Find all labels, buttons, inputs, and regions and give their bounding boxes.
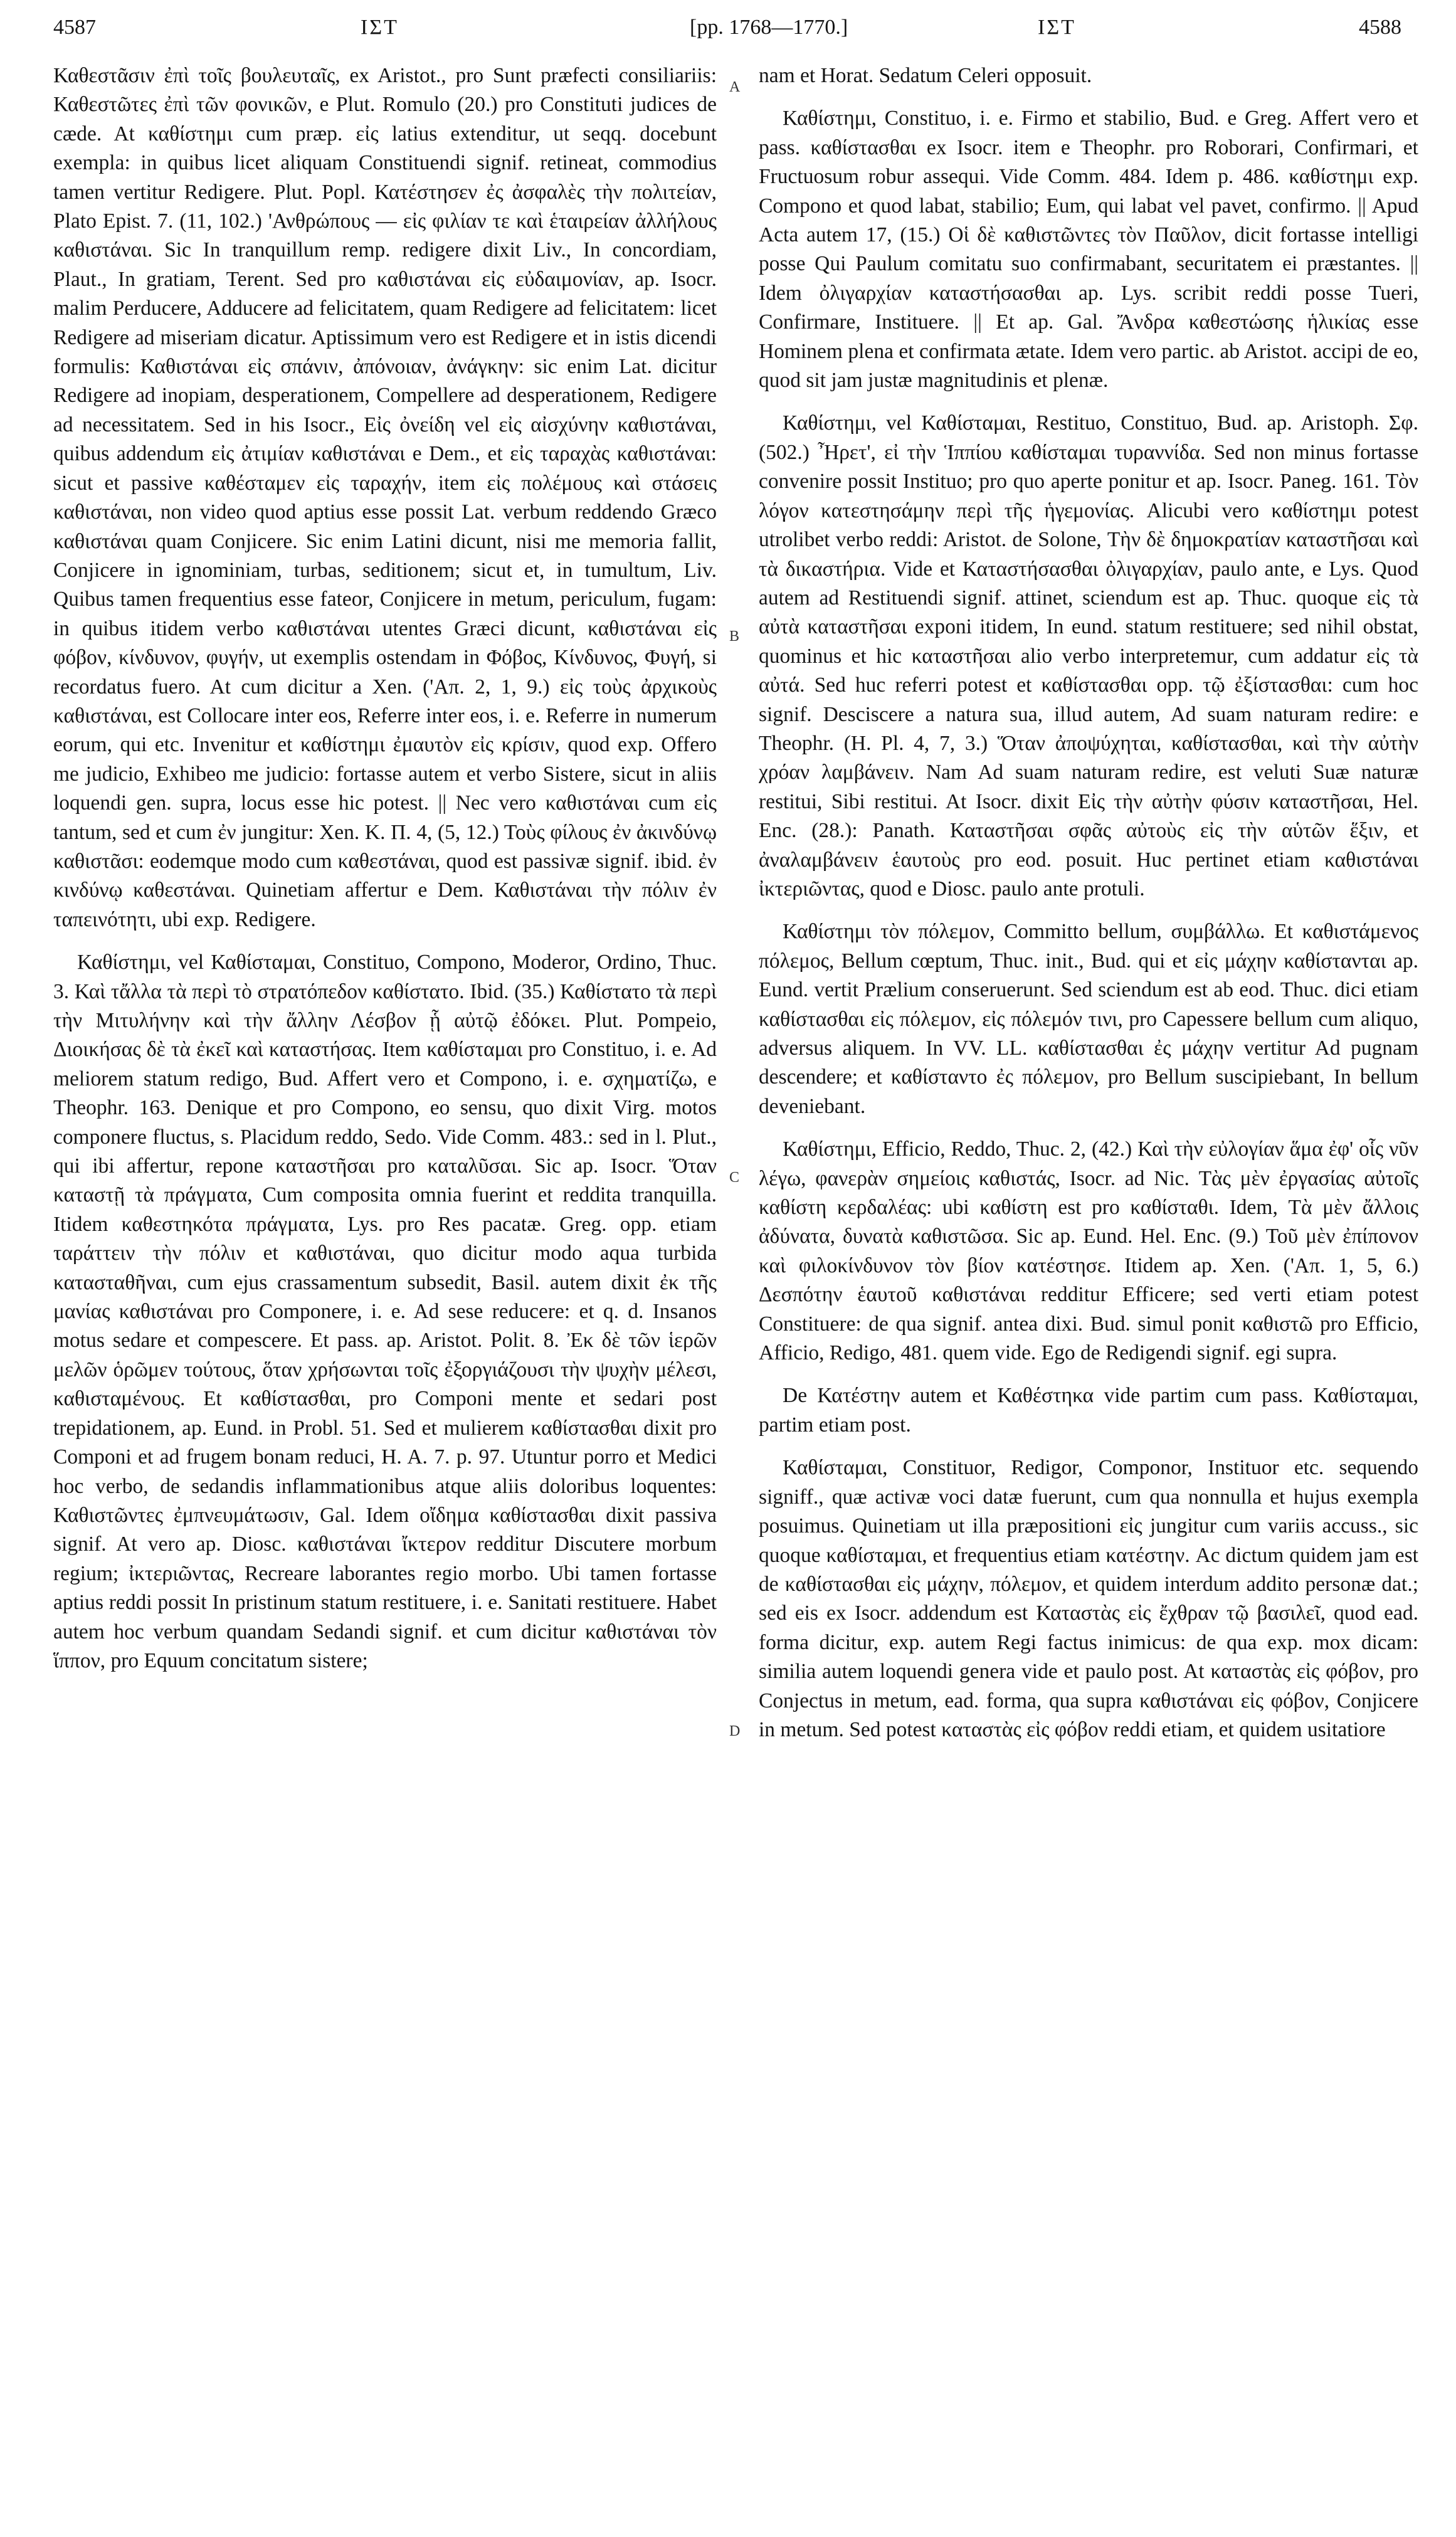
page-range: [pp. 1768—1770.] <box>690 16 848 39</box>
entry-paragraph: Καθίστημι, Efficio, Reddo, Thuc. 2, (42.) Καὶ τὴν εὐλογίαν ἅμα ἐφ' οἷς νῦν λέγω, φανερὰν σημείοις καθιστάς, Isocr. ad Nic. Τὰς μὲν ἐργασίας αὐτοῖς καθίστη κερδαλέας: ubi καθίστη est pro καθίσταθι. Idem, Τὰ μὲν ἄλλοις ἀδύνατα, δυνατὰ καθιστῶσα. Sic ap. Eund. Hel. Enc. (9.) Τοῦ μὲν ἐπίπονον καὶ φιλοκίνδυνον τὸν βίον κατέστησε. Itidem ap. Xen. ('Απ. 1, 5, 6.) Δεσπότην ἑαυτοῦ καθιστάναι redditur Efficere; sed verti etiam potest Constituere: de qua signif. antea dixi. Bud. simul ponit καθιστῶ pro Efficio, Afficio, Redigo, 481. quem vide. Ego de Redigendi signif. egi supra. <box>759 1137 1418 1365</box>
entry-paragraph: De Κατέστην autem et Καθέστηκα vide partim cum pass. Καθίσταμαι, partim etiam post. <box>759 1384 1418 1437</box>
right-column <box>759 61 1418 2510</box>
entry-paragraph: Καθίστημι, vel Καθίσταμαι, Constituo, Compono, Moderor, Ordino, Thuc. 3. Καὶ τἄλλα τὰ περὶ τὸ στρατόπεδον καθίστατο. Ibid. (35.) Καθίστατο τὰ περὶ τὴν Μιτυλήνην καὶ τὴν ἄλλην Λέσβον ᾗ αὐτῷ ἐδόκει. Plut. Pompeio, Διοικήσας δὲ τὰ ἐκεῖ καὶ καταστήσας. Item καθίσταμαι pro Constituo, i. e. Ad meliorem statum redigo, Bud. Affert vero et Compono, i. e. σχηματίζω, e Theophr. 163. Denique et pro Compono, eo sensu, quo dixit Virg. motos componere fluctus, s. Placidum reddo, Sedo. Vide Comm. 483.: sed in l. Plut., qui ibi affertur, repone καταστῆσαι pro καταλῦσαι. Sic ap. Isocr. Ὅταν καταστῇ τὰ πράγματα, Cum composita omnia fuerint et reddita tranquilla. Itidem καθεστηκότα πράγματα, Lys. pro Res pacatæ. Greg. opp. etiam ταράττειν τὴν πόλιν et καθιστάναι, quo dicitur modo aqua turbida κατασταθῆναι, cum ejus crassamentum subsedit, Basil. autem dixit ἐκ τῆς μανίας καθιστάναι pro Componere, i. e. Ad sese reducere: et q. d. Insanos motus sedare et compescere. Et pass. ap. Aristot. Polit. 8. Ἐκ δὲ τῶν ἱερῶν μελῶν ὁρῶμεν τούτους, ὅταν χρήσωνται τοῖς ἐξοργιάζουσι τὴν ψυχὴν μέλεσι, καθισταμένους. Et καθίστασθαι, pro Componi mente et sedari post trepidationem, ap. Eund. in Probl. 51. Sed et mulierem καθίστασθαι dixit pro Componi et ad frugem bonam reduci, H. A. 7. p. 97. Utuntur porro et Medici hoc verbo, de sedandis inflammationibus atque aliis doloribus loquentes: Καθιστῶντες ἐμπνευμάτωσιν, Gal. Idem οἴδημα καθίστασθαι dixit passiva signif. At vero ap. Diosc. καθιστάναι ἴκτερον redditur Discutere morbum regium; ἰκτεριῶντας, Recreare laborantes regio morbo. Ubi tamen fortasse aptius reddi possit In pristinum statum restituere, i. e. Sanitati restituere. Habet autem hoc verbum quandam Sedandi signif. et cum dicitur καθιστάναι τὸν ἵππον, pro Equum concitatum sistere; <box>53 951 717 1672</box>
entry-paragraph: Καθεστᾶσιν ἐπὶ τοῖς βουλευταῖς, ex Aristot., pro Sunt præfecti consiliariis: Καθεστῶτες ἐπὶ τῶν φονικῶν, e Plut. Romulo (20.) pro Constituti judices de cæde. At καθίστημι cum præp. εἰς latius extenditur, ut seqq. docebunt exempla: in quibus licet aliquam Constituendi signif. retineat, commodius tamen vertitur Redigere. Plut. Popl. Κατέστησεν ἐς ἀσφαλὲς τὴν πολιτείαν, Plato Epist. 7. (11, 102.) 'Ανθρώπους — εἰς φιλίαν τε καὶ ἑταιρείαν ἀλλήλους καθιστάναι. Sic In tranquillum remp. redigere dixit Liv., In concordiam, Plaut., In gratiam, Terent. Sed pro καθιστάναι εἰς εὐδαιμονίαν, ap. Isocr. malim Perducere, Adducere ad felicitatem, quam Redigere ad felicitatem: licet Redigere ad miseriam dicatur. Aptissimum vero est Redigere et in istis dicendi formulis: Καθιστάναι εἰς σπάνιν, ἀπόνοιαν, ἀνάγκην: sic enim Lat. dicitur Redigere ad inopiam, desperationem, Compellere ad desperationem, Redigere ad necessitatem. Sed in his Isocr., Εἰς ὀνείδη vel εἰς αἰσχύνην καθιστάναι, quibus addendum εἰς ἀτιμίαν καθιστάναι e Dem., et εἰς ταραχὰς καθιστάναι: sicut et passive καθέσταμεν εἰς ταραχήν, item εἰς πολέμους καὶ στάσεις καθιστάναι, non video quod aptius esse possit Lat. verbum reddendo Græco καθιστάναι quam Conjicere. Sic enim Latini dicunt, nisi me memoria fallit, Conjicere in ignominiam, turbas, seditionem; sicut et, in tumultum, Liv. Quibus tamen frequentius esse fateor, Conjicere in metum, periculum, fugam: in quibus itidem verbo καθιστάναι utentes Græci dicunt, καθιστάναι εἰς φόβον, κίνδυνον, φυγήν, ut exemplis ostendam in Φόβος, Κίνδυνος, Φυγή, si recordatus fuero. At cum dicitur a Xen. ('Απ. 2, 1, 9.) εἰς τοὺς ἀρχικοὺς καθιστάναι, est Collocare inter eos, Referre inter eos, i. e. Referre in numerum eorum, qui etc. Invenitur et καθίστημι ἐμαυτὸν εἰς κρίσιν, quod exp. Offero me judicio, Exhibeo me judicio: fortasse autem et verbo Sistere, sicut in aliis loquendi gen. supra, locus esse hic potest. || Nec vero καθιστάναι cum εἰς tantum, sed et cum ἐν jungitur: Xen. K. Π. 4, (5, 12.) Τοὺς φίλους ἐν ἀκινδύνῳ καθιστᾶσι: eodemque modo cum καθεστάναι, quod est passivæ signif. ibid. ἐν κινδύνῳ καθεστάναι. Quinetiam affertur e Dem. Καθιστάναι τὴν πόλιν ἐν ταπεινότητι, ubi exp. Redigere. <box>53 64 717 931</box>
margin-letter-a: A <box>729 79 741 95</box>
left-headword: ΙΣΤ <box>361 16 399 39</box>
right-column-number: 4588 <box>1359 16 1401 39</box>
page-header <box>53 11 1401 49</box>
entry-paragraph: Καθίστημι, Constituo, i. e. Firmo et stabilio, Bud. e Greg. Affert vero et pass. καθίστασθαι ex Isocr. item e Theophr. pro Roborari, Confirmari, et Fructuosum robur assequi. Vide Comm. 484. Idem p. 486. καθίστημι exp. Compono et quod labat, stabilio; Eum, qui labat vel pavet, confirmo. || Apud Acta autem 17, (15.) Οἱ δὲ καθιστῶντες τὸν Παῦλον, dicit fortasse intelligi posse Qui Paulum comitatu suo confirmabant, securitatem ei præstantes. || Idem ὀλιγαρχίαν καταστήσασθαι ap. Lys. scribit reddi posse Tueri, Confirmare, Instituere. || Et ap. Gal. Ἄνδρα καθεστώσης ἡλικίας esse Hominem plena et confirmata ætate. Idem vero partic. ab Aristot. accipi de eo, quod sit jam justæ magnitudinis et plenæ. <box>759 107 1418 393</box>
left-column <box>53 61 717 2510</box>
entry-paragraph: Καθίστημι τὸν πόλεμον, Committo bellum, συμβάλλω. Et καθιστάμενος πόλεμος, Bellum cœptum, Thuc. init., Bud. qui et εἰς μάχην καθίστανται ap. Eund. vertit Prælium conseruerunt. Sed sciendum est ab eod. Thuc. dici etiam καθίστασθαι εἰς πόλεμον, εἰς πόλεμόν τινι, pro Capessere bellum cum aliquo, adversus aliquem. In VV. LL. καθίστασθαι ἐς μάχην vertitur Ad pugnam descendere; et καθίσταντο ἐς πόλεμον, pro Bellum suscipiebant, In bellum deveniebant. <box>759 920 1418 1118</box>
margin-letter-d: D <box>729 1723 741 1739</box>
entry-paragraph: Καθίστημι, vel Καθίσταμαι, Restituo, Constituo, Bud. ap. Aristoph. Σφ. (502.) Ἦρετ', εἰ τὴν Ἱππίου καθίσταμαι τυραννίδα. Sed non minus fortasse convenire possit Instituo; pro quo aperte ponitur et ap. Isocr. Paneg. 161. Τὸν λόγον κατεστησάμην περὶ τῆς ἡγεμονίας. Alicubi vero καθίστημι potest utrolibet verbo reddi: Aristot. de Solone, Τὴν δὲ δημοκρατίαν καταστῆσαι καὶ τὰ δικαστήρια. Vide et Καταστήσασθαι ὀλιγαρχίαν, paulo ante, e Lys. Quod autem ad Restituendi signif. attinet, sciendum est ap. Thuc. quoque εἰς τὰ αὐτὰ καταστῆσαι exponi itidem, In eund. statum restituere; sed nihil obstat, quominus et hic καταστῆσαι alio verbo interpretemur, cum addatur εἰς τὰ αὐτά. Sed huc referri potest et καθίστασθαι opp. τῷ ἐξίστασθαι: cum hoc signif. Desciscere a natura sua, illud autem, Ad suam naturam redire: e Theophr. (H. Pl. 4, 7, 3.) Ὅταν ἀποψύχηται, καθίστασθαι, καὶ τὴν αὐτὴν χρόαν λαμβάνειν. Nam Ad suam naturam redire, est veluti Suæ naturæ restitui, Sibi restitui. At Isocr. dixit Εἰς τὴν αὐτὴν φύσιν καταστῆσαι, Hel. Enc. (28.): Panath. Καταστῆσαι σφᾶς αὐτοὺς εἰς τὴν αὑτῶν ἕξιν, et ἀναλαμβάνειν ἑαυτοὺς pro eod. posuit. Huc pertinet etiam καθιστάναι ἰκτεριῶντας, quod e Diosc. paulo ante protuli. <box>759 411 1418 900</box>
margin-letter-c: C <box>729 1169 740 1186</box>
margin-letter-b: B <box>729 628 740 645</box>
entry-paragraph: nam et Horat. Sedatum Celeri opposuit. <box>759 64 1092 87</box>
left-column-number: 4587 <box>53 16 96 39</box>
right-headword: ΙΣΤ <box>1038 16 1076 39</box>
entry-paragraph: Καθίσταμαι, Constituor, Redigor, Componor, Instituor etc. sequendo signiff., quæ activæ voci datæ fuerunt, cum qua nonnulla et hujus exempla posuimus. Quinetiam ut illa præpositioni εἰς jungitur cum variis accuss., sic quoque καθίσταμαι, et frequentius etiam κατέστην. Ac dictum quidem jam est de καθίστασθαι εἰς μάχην, πόλεμον, et quidem interdum addito personæ dat.; sed eis ex Isocr. addendum est Καταστὰς εἰς ἔχθραν τῷ βασιλεῖ, quod ead. forma dicitur, exp. autem Regi factus inimicus: de qua exp. mox dicam: similia autem loquendi genera vide et paulo post. At καταστὰς εἰς φόβον, pro Conjectus in metum, ead. forma, qua supra καθιστάναι εἰς φόβον, Conjicere in metum. Sed potest καταστὰς εἰς φόβον reddi etiam, et quidem usitatiore <box>759 1456 1418 1741</box>
